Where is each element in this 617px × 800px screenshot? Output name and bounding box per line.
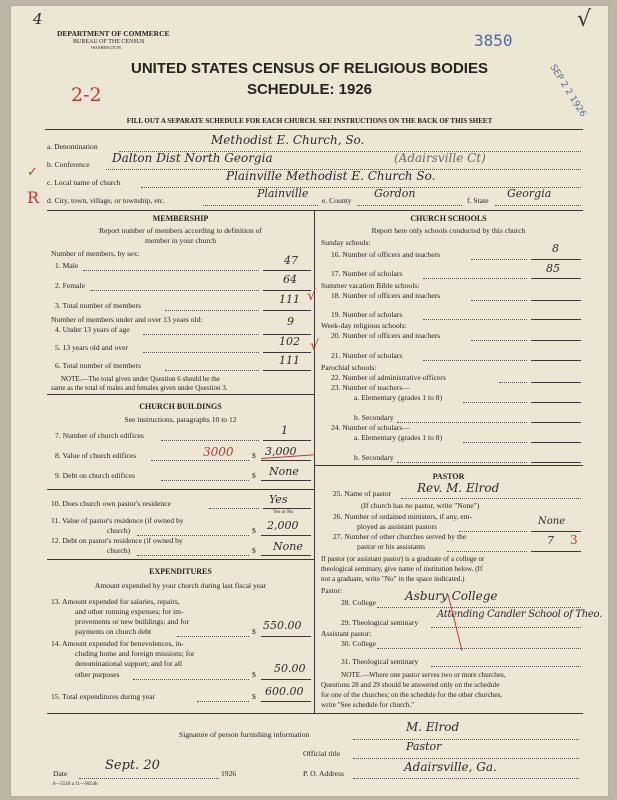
q22-label: 22. Number of administrative officers	[331, 373, 446, 382]
red-r-mark: R	[27, 188, 40, 207]
schedule-number: 3850	[474, 31, 513, 50]
top-right-check-mark: √	[577, 7, 592, 32]
q9-label: 9. Debt on church edifices	[55, 471, 135, 480]
po-address-label: P. O. Address	[303, 769, 344, 778]
grid-bottom-rule	[47, 713, 583, 714]
print-codes: 8—5518 a 11—9654b	[53, 782, 98, 787]
q11-dollar-sign: $	[252, 526, 256, 535]
over13-label: Number of members under and over 13 years old:	[51, 315, 203, 324]
schedule-title: SCHEDULE: 1926	[246, 81, 373, 98]
assistant-pastor-label: Assistant pastor:	[321, 629, 372, 638]
red-handwritten-code: 2-2	[71, 84, 102, 106]
membership-note-1: NOTE.—The total given under Question 6 should be the	[61, 375, 220, 383]
q2-answer-line	[263, 290, 311, 291]
q29-line	[431, 627, 581, 628]
schools-bottom-rule	[314, 465, 583, 466]
pastor-note-3: for one of the churches; on the schedule for the other churches,	[321, 691, 503, 699]
membership-heading: MEMBERSHIP	[152, 214, 209, 223]
q24b-leader	[397, 462, 527, 463]
q7-answer-line	[263, 440, 311, 441]
conference-extra-value: (Adairsville Ct)	[394, 151, 486, 165]
q30-line	[377, 648, 581, 649]
q15-leader	[197, 701, 249, 702]
signature-line	[353, 739, 579, 740]
city-value: Plainville	[257, 187, 309, 200]
q23a-label: a. Elementary (grades 1 to 8)	[354, 393, 443, 402]
graduate-note-1: If pastor (or assistant pastor) is a graduate of a college or	[321, 555, 485, 563]
q18-answer-line	[531, 300, 581, 301]
q17-value: 85	[546, 262, 560, 275]
q3-red-check: √	[307, 288, 316, 304]
q23b-answer-line	[531, 422, 581, 423]
q28-value: Asbury College	[405, 589, 498, 603]
signature-label: Signature of person furnishing information	[179, 730, 310, 739]
q13-line-3: provements or new buildings; and for	[75, 617, 190, 626]
membership-intro-1: Report number of members according to definition of	[98, 226, 262, 235]
local-name-value: Plainville Methodist E. Church So.	[226, 169, 436, 183]
date-value: Sept. 20	[105, 758, 160, 773]
q10-value: Yes	[269, 493, 288, 506]
official-title-line	[353, 758, 579, 759]
city-label-field: d. City, town, village, or township, etc.	[47, 196, 166, 205]
county-value: Gordon	[374, 187, 416, 200]
city-label: WASHINGTON	[91, 45, 121, 50]
signature-value: M. Elrod	[406, 720, 460, 734]
q23b-leader	[397, 422, 527, 423]
q12-dollar-sign: $	[252, 546, 256, 555]
q14-dollar-sign: $	[252, 670, 256, 679]
buildings-bottom-rule	[47, 559, 314, 560]
q19-answer-line	[531, 319, 581, 320]
date-line	[79, 778, 219, 779]
sunday-schools-label: Sunday schools:	[321, 238, 371, 247]
q5-answer-line	[263, 352, 311, 353]
header-rule	[45, 129, 583, 130]
q15-label: 15. Total expenditures during year	[51, 692, 156, 701]
q1-value: 47	[284, 254, 298, 267]
q9-value: None	[269, 465, 299, 478]
q15-value: 600.00	[265, 685, 304, 698]
q24-label: 24. Number of scholars—	[331, 423, 410, 432]
q28-label: 28. College	[341, 598, 377, 607]
county-line	[357, 205, 462, 206]
q13-line-1: 13. Amount expended for salaries, repairs,	[51, 597, 180, 606]
q25-label: 25. Name of pastor	[333, 489, 392, 498]
q16-answer-line	[531, 259, 581, 260]
q10-sub-label: Yes or No	[273, 510, 294, 515]
date-received-stamp: SEP 2 2 1926	[547, 63, 588, 119]
po-address-line	[353, 778, 579, 779]
q6-label: 6. Total number of members	[55, 361, 142, 370]
q26-label-line-2: ployed as assistant pastors	[357, 522, 437, 531]
q8-value: 3,000	[265, 445, 297, 458]
q6-value: 111	[279, 354, 300, 367]
q27-leader	[447, 551, 527, 552]
expenditures-heading: EXPENDITURES	[149, 567, 212, 576]
state-value: Georgia	[507, 187, 552, 200]
conference-label: b. Conference	[47, 160, 90, 169]
q4-value: 9	[287, 315, 294, 328]
q9-dollar-sign: $	[252, 471, 256, 480]
q15-dollar-sign: $	[252, 692, 256, 701]
q23a-answer-line	[531, 402, 581, 403]
q13-line-4: payments on church debt	[75, 627, 152, 636]
q8-leader	[151, 460, 249, 461]
q21-answer-line	[531, 360, 581, 361]
q9-leader	[161, 480, 249, 481]
q3-answer-line	[263, 310, 311, 311]
q20-leader	[471, 340, 527, 341]
q10-label: 10. Does church own pastor's residence	[51, 499, 171, 508]
q26-leader	[459, 531, 527, 532]
membership-note-2: same as the total of males and females given under Question 3.	[51, 384, 228, 392]
q17-label: 17. Number of scholars	[331, 269, 403, 278]
q27-red-correction: 3	[570, 533, 578, 547]
form-title: UNITED STATES CENSUS OF RELIGIOUS BODIES	[131, 60, 488, 77]
graduate-note-2: theological seminary, give name of institution below. (If	[321, 565, 483, 573]
q26-value: None	[538, 516, 566, 527]
q5-red-check: √	[310, 338, 319, 354]
corner-handwritten-mark: 4	[33, 10, 43, 28]
q26-answer-line	[531, 531, 581, 532]
q4-label: 4. Under 13 years of age	[55, 325, 130, 334]
q2-leader	[91, 290, 259, 291]
q21-leader	[423, 360, 527, 361]
q9-answer-line	[261, 480, 311, 481]
q4-leader	[143, 334, 259, 335]
q27-value: 7	[547, 534, 554, 547]
schools-heading: CHURCH SCHOOLS	[410, 214, 487, 223]
q5-value: 102	[279, 335, 300, 348]
q31-label: 31. Theological seminary	[341, 657, 419, 666]
pastor-note-1: NOTE.—Where one pastor serves two or more churches,	[341, 671, 506, 679]
summer-schools-label: Summer vacation Bible schools:	[321, 281, 420, 290]
q18-leader	[471, 300, 527, 301]
q30-label: 30. College	[341, 639, 377, 648]
pastor-sub-label: Pastor:	[321, 586, 343, 595]
q27-label-line-1: 27. Number of other churches served by the	[333, 532, 467, 541]
grid-top-rule	[47, 210, 583, 211]
q13-value: 550.00	[263, 619, 302, 632]
bureau-label: BUREAU OF THE CENSUS	[73, 39, 145, 45]
q12-leader	[137, 555, 249, 556]
membership-intro-2: member in your church	[144, 236, 217, 245]
q28-line	[377, 607, 581, 608]
buildings-heading: CHURCH BUILDINGS	[139, 402, 222, 411]
q2-value: 64	[283, 273, 297, 286]
q1-label: 1. Male	[55, 261, 79, 270]
conference-value: Dalton Dist North Georgia	[112, 151, 273, 165]
graduate-note-3: not a graduate, write "No" in the space indicated.)	[321, 575, 465, 583]
weekday-schools-label: Week-day religious schools:	[321, 321, 407, 330]
q27-label-line-2: pastor or his assistants	[357, 542, 426, 551]
q14-line-4: other purposes	[75, 670, 120, 679]
q29-label: 29. Theological seminary	[341, 618, 419, 627]
q25-line	[401, 498, 581, 499]
official-title-label: Official title	[303, 749, 341, 758]
q1-answer-line	[263, 270, 311, 271]
q13-dollar-sign: $	[252, 627, 256, 636]
q7-leader	[161, 440, 259, 441]
q17-answer-line	[531, 278, 581, 279]
q13-answer-line	[261, 636, 311, 637]
membership-bottom-rule	[47, 394, 314, 395]
buildings-divider-rule	[47, 489, 314, 490]
po-address-value: Adairsville, Ga.	[404, 760, 497, 774]
pastor-heading: PASTOR	[432, 472, 465, 481]
q5-label: 5. 13 years old and over	[55, 343, 128, 352]
q7-value: 1	[281, 424, 288, 437]
q8-label: 8. Value of church edifices	[55, 451, 137, 460]
schools-intro: Report here only schools conducted by this church	[371, 226, 526, 235]
q8-answer-line	[261, 460, 311, 461]
q25-value: Rev. M. Elrod	[417, 481, 500, 495]
pastor-note-2: Questions 28 and 29 should be answered only on the schedule	[321, 681, 500, 689]
q26-label-line-1: 26. Number of ordained ministers, if any, em-	[333, 512, 473, 521]
q12-label-line-1: 12. Debt on pastor's residence (if owned by	[51, 536, 183, 545]
county-label: e. County	[322, 196, 352, 205]
q31-line	[431, 666, 581, 667]
q11-value: 2,000	[267, 519, 299, 532]
q20-label: 20. Number of officers and teachers	[331, 331, 441, 340]
red-check-mark: ✓	[27, 165, 38, 180]
q25-sub-label: (If church has no pastor, write "None")	[361, 501, 480, 510]
q24a-answer-line	[531, 442, 581, 443]
census-schedule-sheet	[10, 5, 609, 797]
q11-label-line-1: 11. Value of pastor's residence (if owned by	[51, 516, 184, 525]
q27-answer-line	[531, 551, 581, 552]
q14-line-2: cluding home and foreign missions; for	[75, 649, 195, 658]
q18-label: 18. Number of officers and teachers	[331, 291, 441, 300]
q6-answer-line	[263, 370, 311, 371]
q17-leader	[423, 278, 527, 279]
grid-center-rule	[314, 210, 315, 713]
q12-answer-line	[261, 555, 311, 556]
q29-value: Attending Candler School of Theo.	[437, 609, 602, 620]
q24b-label: b. Secondary	[354, 453, 394, 462]
q10-answer-line	[263, 508, 311, 509]
official-title-value: Pastor	[406, 740, 442, 753]
buildings-intro: See instructions, paragraphs 10 to 12	[124, 415, 237, 424]
q11-answer-line	[261, 535, 311, 536]
q11-label-line-2: church)	[107, 526, 131, 535]
q24b-answer-line	[531, 462, 581, 463]
q14-line-3: denominational support; and for all	[75, 659, 183, 668]
q16-label: 16. Number of officers and teachers	[331, 250, 441, 259]
q19-label: 19. Number of scholars	[331, 310, 403, 319]
q24a-leader	[463, 442, 527, 443]
q22-leader	[499, 382, 527, 383]
date-label: Date	[53, 769, 68, 778]
local-name-label: c. Local name of church	[47, 178, 121, 187]
q14-leader	[133, 679, 249, 680]
department-label: DEPARTMENT OF COMMERCE	[57, 29, 170, 38]
denomination-value: Methodist E. Church, So.	[211, 133, 365, 147]
by-sex-label: Number of members, by sex:	[51, 249, 140, 258]
q14-answer-line	[261, 679, 311, 680]
q3-leader	[165, 310, 259, 311]
state-label: f. State	[467, 196, 489, 205]
q12-label-line-2: church)	[107, 546, 131, 555]
q22-answer-line	[531, 382, 581, 383]
q13-line-2: and other running expenses; for im-	[75, 607, 184, 616]
fill-instructions: FILL OUT A SEPARATE SCHEDULE FOR EACH CHURCH. SEE INSTRUCTIONS ON THE BACK OF THIS SHEET	[126, 117, 493, 125]
q2-label: 2. Female	[55, 281, 85, 290]
q20-answer-line	[531, 340, 581, 341]
q3-label: 3. Total number of members	[55, 301, 142, 310]
q16-leader	[471, 259, 527, 260]
q8-dollar-sign: $	[252, 451, 256, 460]
q3-value: 111	[279, 293, 300, 306]
q24a-label: a. Elementary (grades 1 to 8)	[354, 433, 443, 442]
q15-answer-line	[261, 701, 311, 702]
pastor-note-4: write "See schedule for church."	[321, 701, 415, 709]
q23b-label: b. Secondary	[354, 413, 394, 422]
q8-red-correction: 3000	[203, 445, 234, 459]
parochial-schools-label: Parochial schools:	[321, 363, 377, 372]
q13-leader	[177, 636, 249, 637]
year-value: 1926	[221, 769, 237, 778]
q6-leader	[165, 370, 259, 371]
q19-leader	[423, 319, 527, 320]
q5-leader	[143, 352, 259, 353]
q1-leader	[83, 270, 259, 271]
q10-leader	[209, 508, 259, 509]
q12-value: None	[273, 540, 303, 553]
q16-value: 8	[552, 242, 559, 255]
q7-label: 7. Number of church edifices	[55, 431, 144, 440]
q14-value: 50.00	[274, 662, 306, 675]
state-line	[495, 205, 581, 206]
expenditures-intro: Amount expended by your church during last fiscal year	[94, 581, 267, 590]
q14-line-1: 14. Amount expended for benevolences, in-	[51, 639, 184, 648]
city-line	[203, 205, 318, 206]
q23-label: 23. Number of teachers—	[331, 383, 410, 392]
denomination-label: a. Denomination	[47, 142, 98, 151]
q23a-leader	[463, 402, 527, 403]
q21-label: 21. Number of scholars	[331, 351, 403, 360]
